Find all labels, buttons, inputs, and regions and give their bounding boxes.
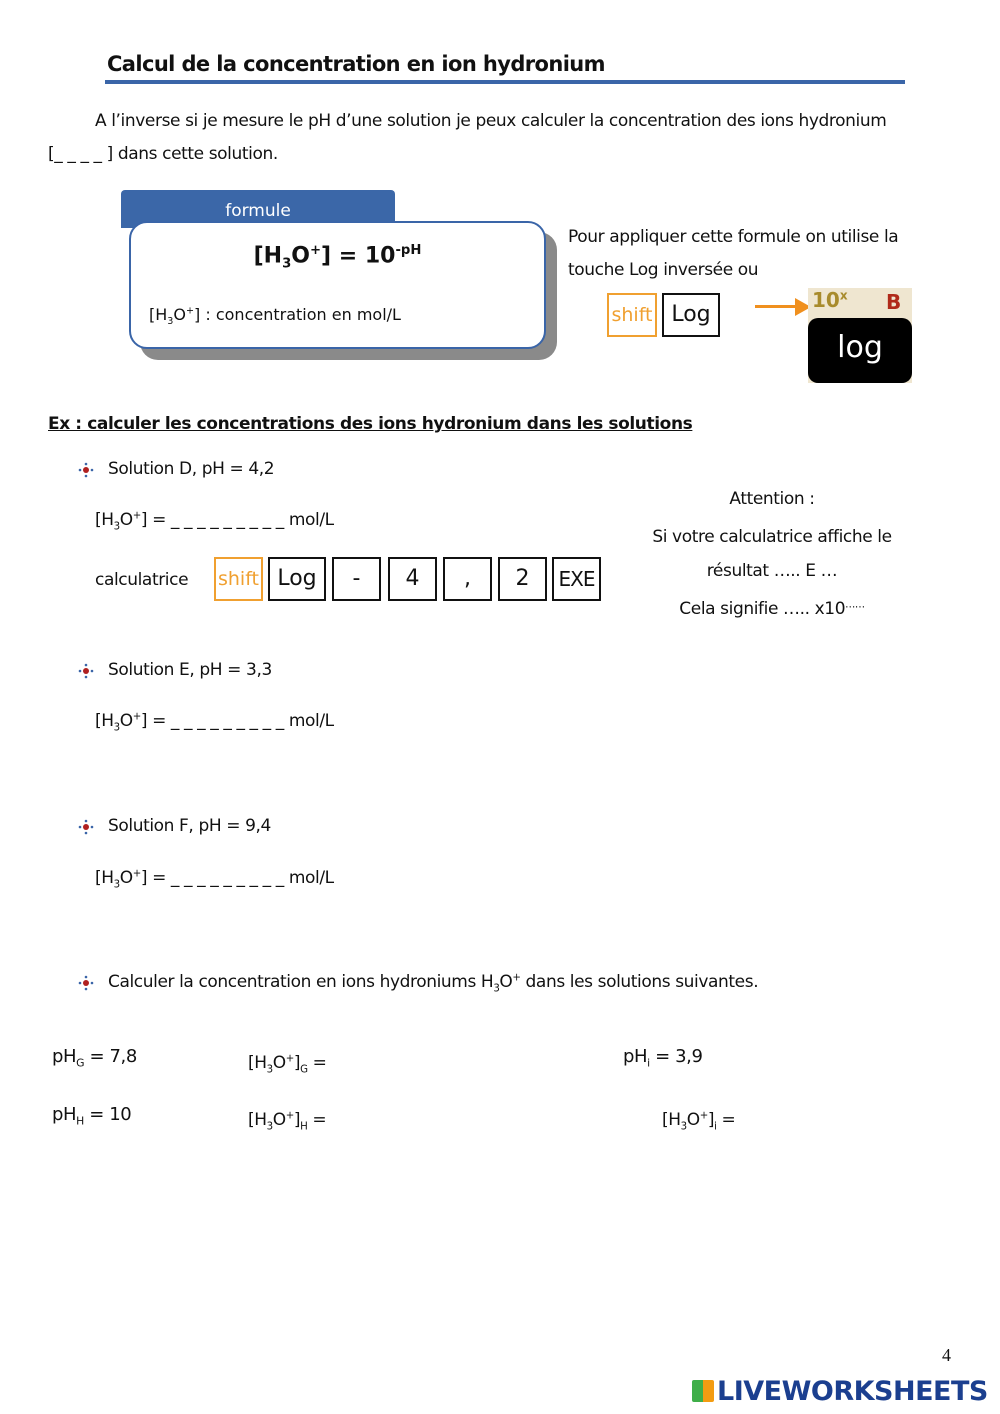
answer-d: $[H_3O^+]$ = _ _ _ _ _ _ _ _ _ mol/L — [95, 510, 334, 533]
ph-i: $pH_i = 3,9$ — [623, 1046, 703, 1070]
key-comma: , — [443, 557, 492, 601]
attention-line-1: Si votre calculatrice affiche le — [652, 527, 892, 547]
key-4: 4 — [388, 557, 437, 601]
formula-tab: formule — [121, 190, 395, 228]
ph-h: $pH_H = 10$ — [52, 1104, 132, 1128]
attention-line-2: résultat ….. E … — [706, 561, 838, 581]
intro-line-2: [_ _ _ _ ] dans cette solution. — [48, 144, 278, 164]
key-exe: EXE — [552, 557, 601, 601]
calculator-key-image: 10$^x$ B log — [808, 288, 912, 383]
title-underline — [105, 80, 905, 84]
key-shift: shift — [214, 557, 263, 601]
attention-line-3: Cela signifie ….. x10…… — [679, 599, 865, 619]
solution-f: Solution F, pH = 9,4 — [108, 816, 271, 836]
liveworksheets-logo: LIVEWORKSHEETS — [692, 1376, 988, 1407]
formula: $[H_3O^+] = 10^{-pH}$ — [253, 243, 422, 272]
conc-i: $[H_3O^+]_i$ = — [662, 1110, 736, 1133]
attention-title: Attention : — [729, 489, 815, 509]
shift-key: shift — [607, 293, 657, 337]
conc-h: $[H_3O^+]_H$ = — [248, 1110, 327, 1133]
solution-e: Solution E, pH = 3,3 — [108, 660, 272, 680]
logo-mark-icon — [692, 1380, 714, 1402]
ph-g: $pH_G = 7,8$ — [52, 1046, 137, 1070]
bullet-icon — [78, 462, 94, 478]
arrow-icon — [755, 305, 797, 308]
example-heading: Ex : calculer les concentrations des ions hydronium dans les solutions — [48, 414, 693, 434]
side-text-1: Pour appliquer cette formule on utilise la — [568, 227, 899, 247]
log-key: Log — [662, 293, 720, 337]
formula-description: $[H_3O^+]$ : concentration en mol/L — [149, 305, 401, 328]
section-title: Calcul de la concentration en ion hydronium — [107, 52, 605, 76]
solution-d: Solution D, pH = 4,2 — [108, 459, 275, 479]
formula-box — [129, 221, 546, 349]
intro-line-1: A l’inverse si je mesure le pH d’une solution je peux calculer la concentration des ions hydronium — [95, 111, 887, 131]
side-text-2: touche Log inversée ou — [568, 260, 759, 280]
exercise-prompt: Calculer la concentration en ions hydroniums $H_3O^+$ dans les solutions suivantes. — [108, 972, 759, 995]
key-log: Log — [268, 557, 326, 601]
answer-e: $[H_3O^+]$ = _ _ _ _ _ _ _ _ _ mol/L — [95, 711, 334, 734]
answer-f: $[H_3O^+]$ = _ _ _ _ _ _ _ _ _ mol/L — [95, 868, 334, 891]
page-number: 4 — [942, 1345, 951, 1365]
bullet-icon — [78, 663, 94, 679]
bullet-icon — [78, 975, 94, 991]
bullet-icon — [78, 819, 94, 835]
calculator-label: calculatrice — [95, 570, 189, 590]
conc-g: $[H_3O^+]_G$ = — [248, 1053, 327, 1076]
key-minus: - — [332, 557, 381, 601]
key-2: 2 — [498, 557, 547, 601]
